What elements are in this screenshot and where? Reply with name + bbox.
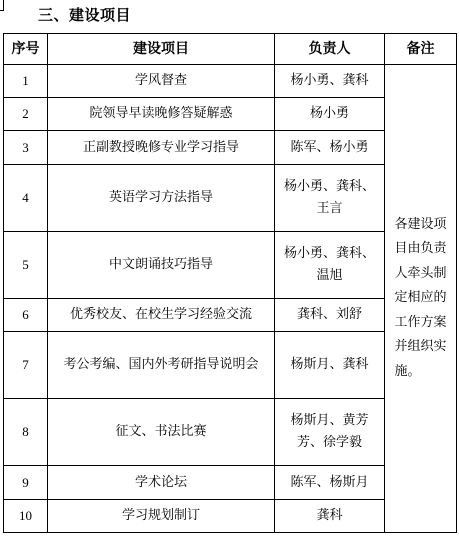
corner-mark [0,0,4,11]
header-owner: 负责人 [275,34,385,65]
row-owner: 杨小勇、龚科、王言 [275,165,385,232]
row-owner: 杨斯月、龚科 [275,332,385,399]
header-project: 建设项目 [48,34,275,65]
row-seq: 6 [4,299,48,332]
row-seq: 1 [4,65,48,98]
row-seq: 7 [4,332,48,399]
note-cell [385,65,457,533]
row-project: 正副教授晚修专业学习指导 [48,131,275,165]
row-project: 院领导早读晚修答疑解惑 [48,98,275,131]
row-owner: 杨斯月、黄芳芳、徐学毅 [275,399,385,466]
row-project: 学习规划制订 [48,500,275,533]
row-owner: 龚科 [275,500,385,533]
row-project: 学风督查 [48,65,275,98]
row-owner: 龚科、刘舒 [275,299,385,332]
row-project: 征文、书法比赛 [48,399,275,466]
row-seq: 10 [4,500,48,533]
header-seq: 序号 [4,34,48,65]
note-text: 各建设项目由负责人牵头制定相应的工作方案并组织实施。 [394,216,447,379]
row-owner: 陈军、杨小勇 [275,131,385,165]
row-owner: 杨小勇、龚科 [275,65,385,98]
row-project: 英语学习方法指导 [48,165,275,232]
header-note: 备注 [385,34,457,65]
row-seq: 2 [4,98,48,131]
row-project: 考公考编、国内外考研指导说明会 [48,332,275,399]
row-seq: 5 [4,232,48,299]
row-owner: 杨小勇 [275,98,385,131]
row-seq: 4 [4,165,48,232]
row-seq: 9 [4,466,48,500]
section-title: 三、建设项目 [38,6,132,24]
row-seq: 8 [4,399,48,466]
project-table [3,33,457,533]
row-owner: 陈军、杨斯月 [275,466,385,500]
row-owner: 杨小勇、龚科、温旭 [275,232,385,299]
row-project: 优秀校友、在校生学习经验交流 [48,299,275,332]
row-project: 学术论坛 [48,466,275,500]
table-row [4,65,457,98]
row-project: 中文朗诵技巧指导 [48,232,275,299]
row-seq: 3 [4,131,48,165]
header-row [4,34,457,65]
